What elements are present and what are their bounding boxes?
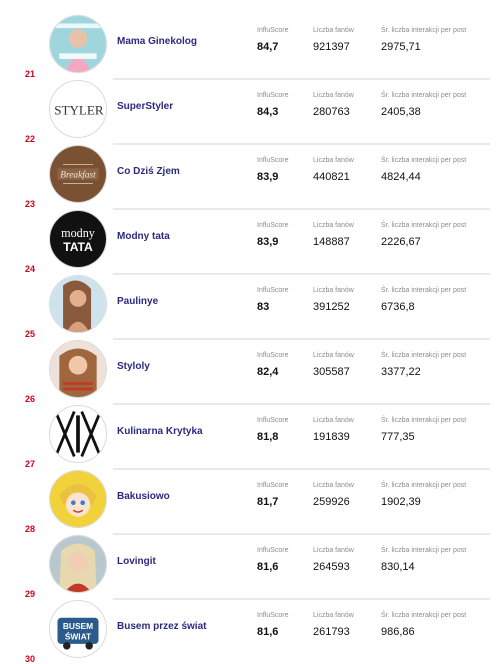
kulinarna-krytyka-logo bbox=[49, 405, 107, 463]
interactions-label: Śr. liczba interakcji per post bbox=[381, 482, 467, 489]
influscore-label: InfluScore bbox=[257, 482, 289, 489]
ranking-row bbox=[0, 209, 504, 274]
influscore-value: 83,9 bbox=[257, 236, 279, 248]
fans-label: Liczba fanów bbox=[313, 157, 354, 164]
fans-label: Liczba fanów bbox=[313, 92, 354, 99]
fans-label: Liczba fanów bbox=[313, 27, 354, 34]
busem-przez-swiat-logo bbox=[49, 600, 107, 658]
bakusiowo-cartoon bbox=[49, 470, 107, 528]
superstyler-logo bbox=[49, 80, 107, 138]
influencer-name[interactable]: Lovingit bbox=[117, 556, 156, 567]
interactions-label: Śr. liczba interakcji per post bbox=[381, 157, 467, 164]
breakfast-logo bbox=[49, 145, 107, 203]
influencer-name[interactable]: Kulinarna Krytyka bbox=[117, 426, 203, 437]
influscore-label: InfluScore bbox=[257, 92, 289, 99]
interactions-value: 6736,8 bbox=[381, 301, 415, 313]
influencer-name[interactable]: Styloly bbox=[117, 361, 150, 372]
svg-text:STYLER: STYLER bbox=[54, 102, 104, 118]
ranking-row bbox=[0, 144, 504, 209]
interactions-label: Śr. liczba interakcji per post bbox=[381, 352, 467, 359]
fans-value: 259926 bbox=[313, 496, 350, 508]
fans-label: Liczba fanów bbox=[313, 547, 354, 554]
interactions-label: Śr. liczba interakcji per post bbox=[381, 612, 467, 619]
fans-label: Liczba fanów bbox=[313, 352, 354, 359]
fans-value: 264593 bbox=[313, 561, 350, 573]
interactions-value: 3377,22 bbox=[381, 366, 421, 378]
fans-label: Liczba fanów bbox=[313, 417, 354, 424]
influencer-name[interactable]: SuperStyler bbox=[117, 101, 174, 112]
interactions-label: Śr. liczba interakcji per post bbox=[381, 92, 467, 99]
fans-label: Liczba fanów bbox=[313, 287, 354, 294]
svg-text:BUSEM: BUSEM bbox=[62, 621, 94, 631]
influencer-name[interactable]: Modny tata bbox=[117, 231, 170, 242]
rank-number: 29 bbox=[25, 589, 36, 599]
interactions-value: 1902,39 bbox=[381, 496, 421, 508]
rank-number: 26 bbox=[25, 394, 36, 404]
influencer-name[interactable]: Busem przez świat bbox=[117, 621, 207, 632]
ranking-row bbox=[0, 274, 504, 339]
fans-value: 440821 bbox=[313, 171, 350, 183]
fans-value: 391252 bbox=[313, 301, 350, 313]
interactions-value: 2226,67 bbox=[381, 236, 421, 248]
rank-number: 21 bbox=[25, 69, 36, 79]
rank-number: 30 bbox=[25, 654, 36, 664]
interactions-label: Śr. liczba interakcji per post bbox=[381, 27, 467, 34]
fans-value: 191839 bbox=[313, 431, 350, 443]
ranking-row bbox=[0, 534, 504, 599]
influscore-value: 81,6 bbox=[257, 626, 279, 638]
fans-value: 921397 bbox=[313, 41, 350, 53]
fans-label: Liczba fanów bbox=[313, 222, 354, 229]
interactions-label: Śr. liczba interakcji per post bbox=[381, 222, 467, 229]
svg-text:Breakfast: Breakfast bbox=[60, 170, 96, 181]
svg-text:modny: modny bbox=[61, 226, 95, 241]
interactions-value: 4824,44 bbox=[381, 171, 421, 183]
ranking-row bbox=[0, 14, 504, 79]
ranking-row bbox=[0, 339, 504, 404]
fans-value: 261793 bbox=[313, 626, 350, 638]
influscore-value: 84,3 bbox=[257, 106, 279, 118]
influscore-label: InfluScore bbox=[257, 417, 289, 424]
influscore-label: InfluScore bbox=[257, 157, 289, 164]
rank-number: 28 bbox=[25, 524, 36, 534]
fans-value: 148887 bbox=[313, 236, 350, 248]
interactions-value: 2975,71 bbox=[381, 41, 421, 53]
paulinye-photo bbox=[49, 275, 107, 333]
influscore-value: 81,8 bbox=[257, 431, 279, 443]
mama-ginekolog-avatar bbox=[49, 15, 107, 73]
rank-number: 25 bbox=[25, 329, 36, 339]
rank-number: 23 bbox=[25, 199, 36, 209]
interactions-value: 2405,38 bbox=[381, 106, 421, 118]
influscore-value: 82,4 bbox=[257, 366, 279, 378]
ranking-row bbox=[0, 404, 504, 469]
fans-value: 280763 bbox=[313, 106, 350, 118]
influscore-value: 81,6 bbox=[257, 561, 279, 573]
interactions-label: Śr. liczba interakcji per post bbox=[381, 547, 467, 554]
interactions-value: 777,35 bbox=[381, 431, 415, 443]
influencer-name[interactable]: Mama Ginekolog bbox=[117, 36, 198, 47]
fans-label: Liczba fanów bbox=[313, 482, 354, 489]
influencer-name[interactable]: Paulinye bbox=[117, 296, 159, 307]
ranking-row bbox=[0, 469, 504, 534]
interactions-value: 986,86 bbox=[381, 626, 415, 638]
influscore-value: 84,7 bbox=[257, 41, 279, 53]
lovingit-photo bbox=[49, 535, 107, 593]
influencer-name[interactable]: Co Dziś Zjem bbox=[117, 166, 180, 177]
fans-value: 305587 bbox=[313, 366, 350, 378]
rank-number: 22 bbox=[25, 134, 36, 144]
influencer-name[interactable]: Bakusiowo bbox=[117, 491, 170, 502]
rank-number: 24 bbox=[25, 264, 36, 274]
styloly-photo bbox=[49, 340, 107, 398]
fans-label: Liczba fanów bbox=[313, 612, 354, 619]
influscore-value: 81,7 bbox=[257, 496, 279, 508]
interactions-label: Śr. liczba interakcji per post bbox=[381, 287, 467, 294]
influscore-label: InfluScore bbox=[257, 612, 289, 619]
influscore-value: 83,9 bbox=[257, 171, 279, 183]
influscore-label: InfluScore bbox=[257, 287, 289, 294]
influscore-value: 83 bbox=[257, 301, 270, 313]
modny-tata-logo bbox=[49, 210, 107, 268]
interactions-label: Śr. liczba interakcji per post bbox=[381, 417, 467, 424]
influscore-label: InfluScore bbox=[257, 27, 289, 34]
influscore-label: InfluScore bbox=[257, 547, 289, 554]
svg-text:TATA: TATA bbox=[63, 240, 93, 255]
ranking-row bbox=[0, 599, 504, 664]
interactions-value: 830,14 bbox=[381, 561, 415, 573]
ranking-row bbox=[0, 79, 504, 144]
svg-text:ŚWIAT: ŚWIAT bbox=[64, 631, 92, 642]
rank-number: 27 bbox=[25, 459, 36, 469]
influscore-label: InfluScore bbox=[257, 352, 289, 359]
influscore-label: InfluScore bbox=[257, 222, 289, 229]
